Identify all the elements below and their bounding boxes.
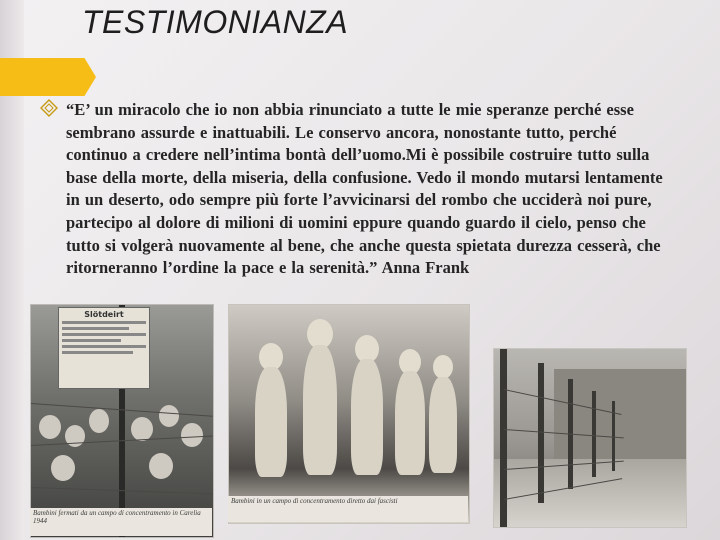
child-figure <box>303 345 337 475</box>
child-face <box>149 453 173 479</box>
child-face <box>159 405 179 427</box>
photo1-caption: Bambini fermati da un campo di concentramento in Carelia 1944 <box>30 508 212 536</box>
photo2-caption: Bambini in un campo di concentramento diretto dai fascisti <box>228 496 468 522</box>
ground <box>494 459 686 527</box>
fence-post <box>538 363 544 503</box>
child-figure <box>351 359 383 475</box>
child-figure <box>429 377 457 473</box>
child-face <box>131 417 153 441</box>
anne-frank-quote: “E’ un miracolo che io non abbia rinunciato a tutte le mie speranze perché esse sembrano assurde e inattuabili. Le conservo ancora, nonostante tutto, perché continuo a credere nell’intima bontà dell’uomo.Mi è possibile costruire tutto sulla base della morte, della miseria, della confusione. Vedo il mondo mutarsi lentamente in un deserto, odo sempre più forte l’avvicinarsi del rombo che ucciderà noi pure, partecipo al dolore di milioni di uomini eppure quando guardo il cielo, penso che tutto si volgerà nuovamente al bene, che anche questa spietata durezza cesserà, che ritorneranno l’ordine la pace e la serenità.” Anna Frank <box>66 100 663 278</box>
slide-title: TESTIMONIANZA <box>82 4 349 40</box>
child-face <box>89 409 109 433</box>
child-face <box>39 415 61 439</box>
fence-post <box>592 391 596 477</box>
diamond-bullet-icon <box>40 99 58 117</box>
child-figure <box>255 367 287 477</box>
child-figure <box>395 371 425 475</box>
sign-title: Slötdeirt <box>84 310 124 319</box>
photo-camp-fence <box>493 348 687 528</box>
camp-sign <box>58 307 150 389</box>
fence-post <box>500 349 507 527</box>
child-head <box>433 355 453 379</box>
child-face <box>51 455 75 481</box>
child-face <box>181 423 203 447</box>
title-accent-bar <box>0 58 96 96</box>
photo-emaciated-children <box>228 304 470 524</box>
